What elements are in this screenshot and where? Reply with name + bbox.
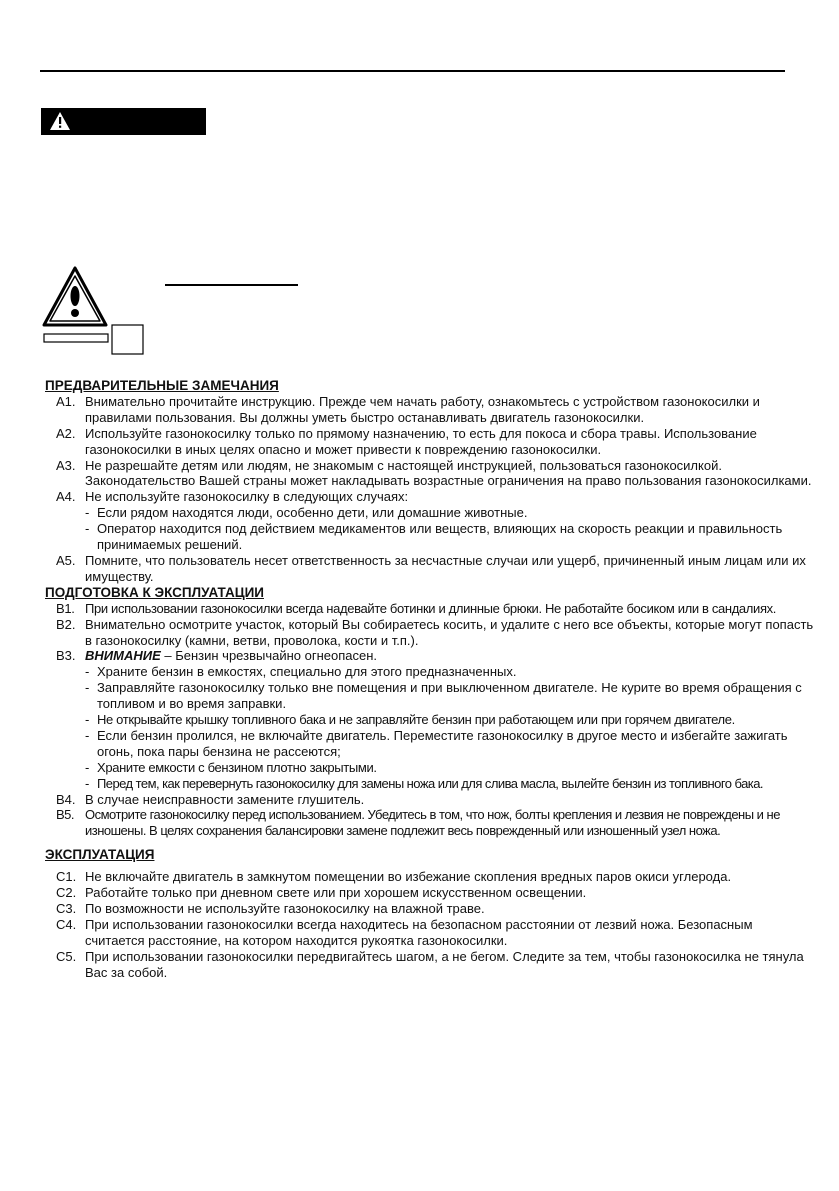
- item-number: A2.: [56, 425, 76, 441]
- sub-item: - Храните бензин в емкостях, специально для этого предназначенных.: [85, 664, 517, 680]
- safety-symbol: [41, 265, 151, 358]
- item-text: При использовании газонокосилки всегда надевайте ботинки и длинные брюки. Не работайте босиком или в сандалиях.: [85, 600, 777, 616]
- item-text: Работайте только при дневном свете или при хорошем искусственном освещении.: [85, 885, 587, 901]
- item-text: Внимательно прочитайте инструкцию. Прежде чем начать работу, ознакомьтесь с устройством газонокосилки и правилами пользования. Вы должны уметь быстро останавливать двигатель газонокосилки.: [85, 393, 760, 425]
- sub-item: - Храните емкости с бензином плотно закрытыми.: [85, 759, 377, 775]
- list-item: [45, 792, 815, 808]
- item-number: B4.: [56, 791, 76, 807]
- list-item: [45, 901, 815, 917]
- item-number: B5.: [56, 807, 75, 823]
- list-item: [45, 553, 815, 585]
- item-text: Внимательно осмотрите участок, который Вы собираетесь косить, и удалите с него все объекты, которые могут попасть в газонокосилку (камни, ветви, проволока, кости и т.п.).: [85, 616, 814, 648]
- list-item: [45, 458, 815, 490]
- item-number: C2.: [56, 885, 77, 901]
- sub-item: - Оператор находится под действием медикаментов или веществ, влияющих на скорость реакции и правильность принимаемых решений.: [85, 521, 783, 553]
- item-text: В случае неисправности замените глушитель.: [85, 791, 365, 807]
- item-number: B2.: [56, 616, 76, 632]
- item-text: Не разрешайте детям или людям, не знакомым с настоящей инструкцией, пользоваться газонокосилкой. Законодательство Вашей страны может накладывать возрастные ограничения на право пользования газонокосилками.: [85, 457, 812, 489]
- warning-triangle-icon: [41, 265, 151, 355]
- list-item: [45, 949, 815, 981]
- item-number: C1.: [56, 869, 77, 885]
- blank-underline: [165, 284, 298, 286]
- item-text: – Бензин чрезвычайно огнеопасен.: [160, 648, 378, 664]
- item-text: При использовании газонокосилки передвигайтесь шагом, а не бегом. Следите за тем, чтобы газонокосилка не тянула Вас за собой.: [85, 948, 804, 980]
- list-item: [45, 869, 815, 885]
- item-text: Помните, что пользователь несет ответственность за несчастные случаи или ущерб, причиненный иным лицам или их имуществу.: [85, 552, 806, 584]
- item-number: B3.: [56, 648, 76, 664]
- sub-item: - Если бензин пролился, не включайте двигатель. Переместите газонокосилку в другое место и избегайте зажигать огонь, пока пары бензина не рассеются;: [85, 727, 788, 759]
- list-item: [45, 489, 815, 553]
- item-number: A4.: [56, 489, 76, 505]
- safety-instructions: [45, 378, 815, 981]
- list-item: [45, 885, 815, 901]
- item-number: A3.: [56, 457, 76, 473]
- sub-item: - Перед тем, как перевернуть газонокосилку для замены ножа или для слива масла, вылейте бензин из топливного бака.: [85, 775, 763, 791]
- item-number: A5.: [56, 552, 76, 568]
- sub-item: - Не открывайте крышку топливного бака и не заправляйте бензин при работающем или при горячем двигателе.: [85, 712, 735, 728]
- warning-word: ВНИМАНИЕ: [85, 648, 161, 664]
- item-number: B1.: [56, 600, 75, 616]
- list-item: [45, 617, 815, 649]
- list-item: [45, 917, 815, 949]
- item-text: Используйте газонокосилку только по прямому назначению, то есть для покоса и сбора травы. Использование газонокосилки в иных целях опасно и может привести к повреждению газонокосилки.: [85, 425, 757, 457]
- list-item: [45, 648, 815, 791]
- sub-item: - Если рядом находятся люди, особенно дети, или домашние животные.: [85, 505, 528, 521]
- header-rule: [40, 70, 785, 72]
- warning-bar: [41, 108, 206, 135]
- item-text: Осмотрите газонокосилку перед использованием. Убедитесь в том, что нож, болты крепления и лезвия не повреждены и не изношены. В целях сохранения балансировки замене подлежит весь поврежденный или изношенный узел ножа.: [85, 807, 780, 839]
- section-title: ЭКСПЛУАТАЦИЯ: [45, 847, 155, 863]
- item-number: A1.: [56, 393, 76, 409]
- item-number: C5.: [56, 948, 77, 964]
- section-title: ПОДГОТОВКА К ЭКСПЛУАТАЦИИ: [45, 584, 264, 600]
- item-number: C3.: [56, 901, 77, 916]
- sub-item: - Заправляйте газонокосилку только вне помещения и при выключенном двигателе. Не курите во время обращения с топливом и во время заправки.: [85, 680, 802, 712]
- list-item: [45, 601, 815, 617]
- item-text: Не включайте двигатель в замкнутом помещении во избежание скопления вредных паров окиси углерода.: [85, 869, 732, 885]
- item-text: При использовании газонокосилки всегда находитесь на безопасном расстоянии от лезвий ножа. Безопасным считается расстояние, на котором находится рукоятка газонокосилки.: [85, 916, 753, 948]
- list-item: [45, 426, 815, 458]
- section-title: ПРЕДВАРИТЕЛЬНЫЕ ЗАМЕЧАНИЯ: [45, 378, 279, 393]
- list-item: [45, 807, 815, 839]
- warning-triangle-icon: [49, 111, 71, 131]
- item-text: Не используйте газонокосилку в следующих случаях:: [85, 489, 409, 505]
- item-text: По возможности не используйте газонокосилку на влажной траве.: [85, 901, 485, 916]
- item-number: C4.: [56, 916, 77, 932]
- list-item: [45, 394, 815, 426]
